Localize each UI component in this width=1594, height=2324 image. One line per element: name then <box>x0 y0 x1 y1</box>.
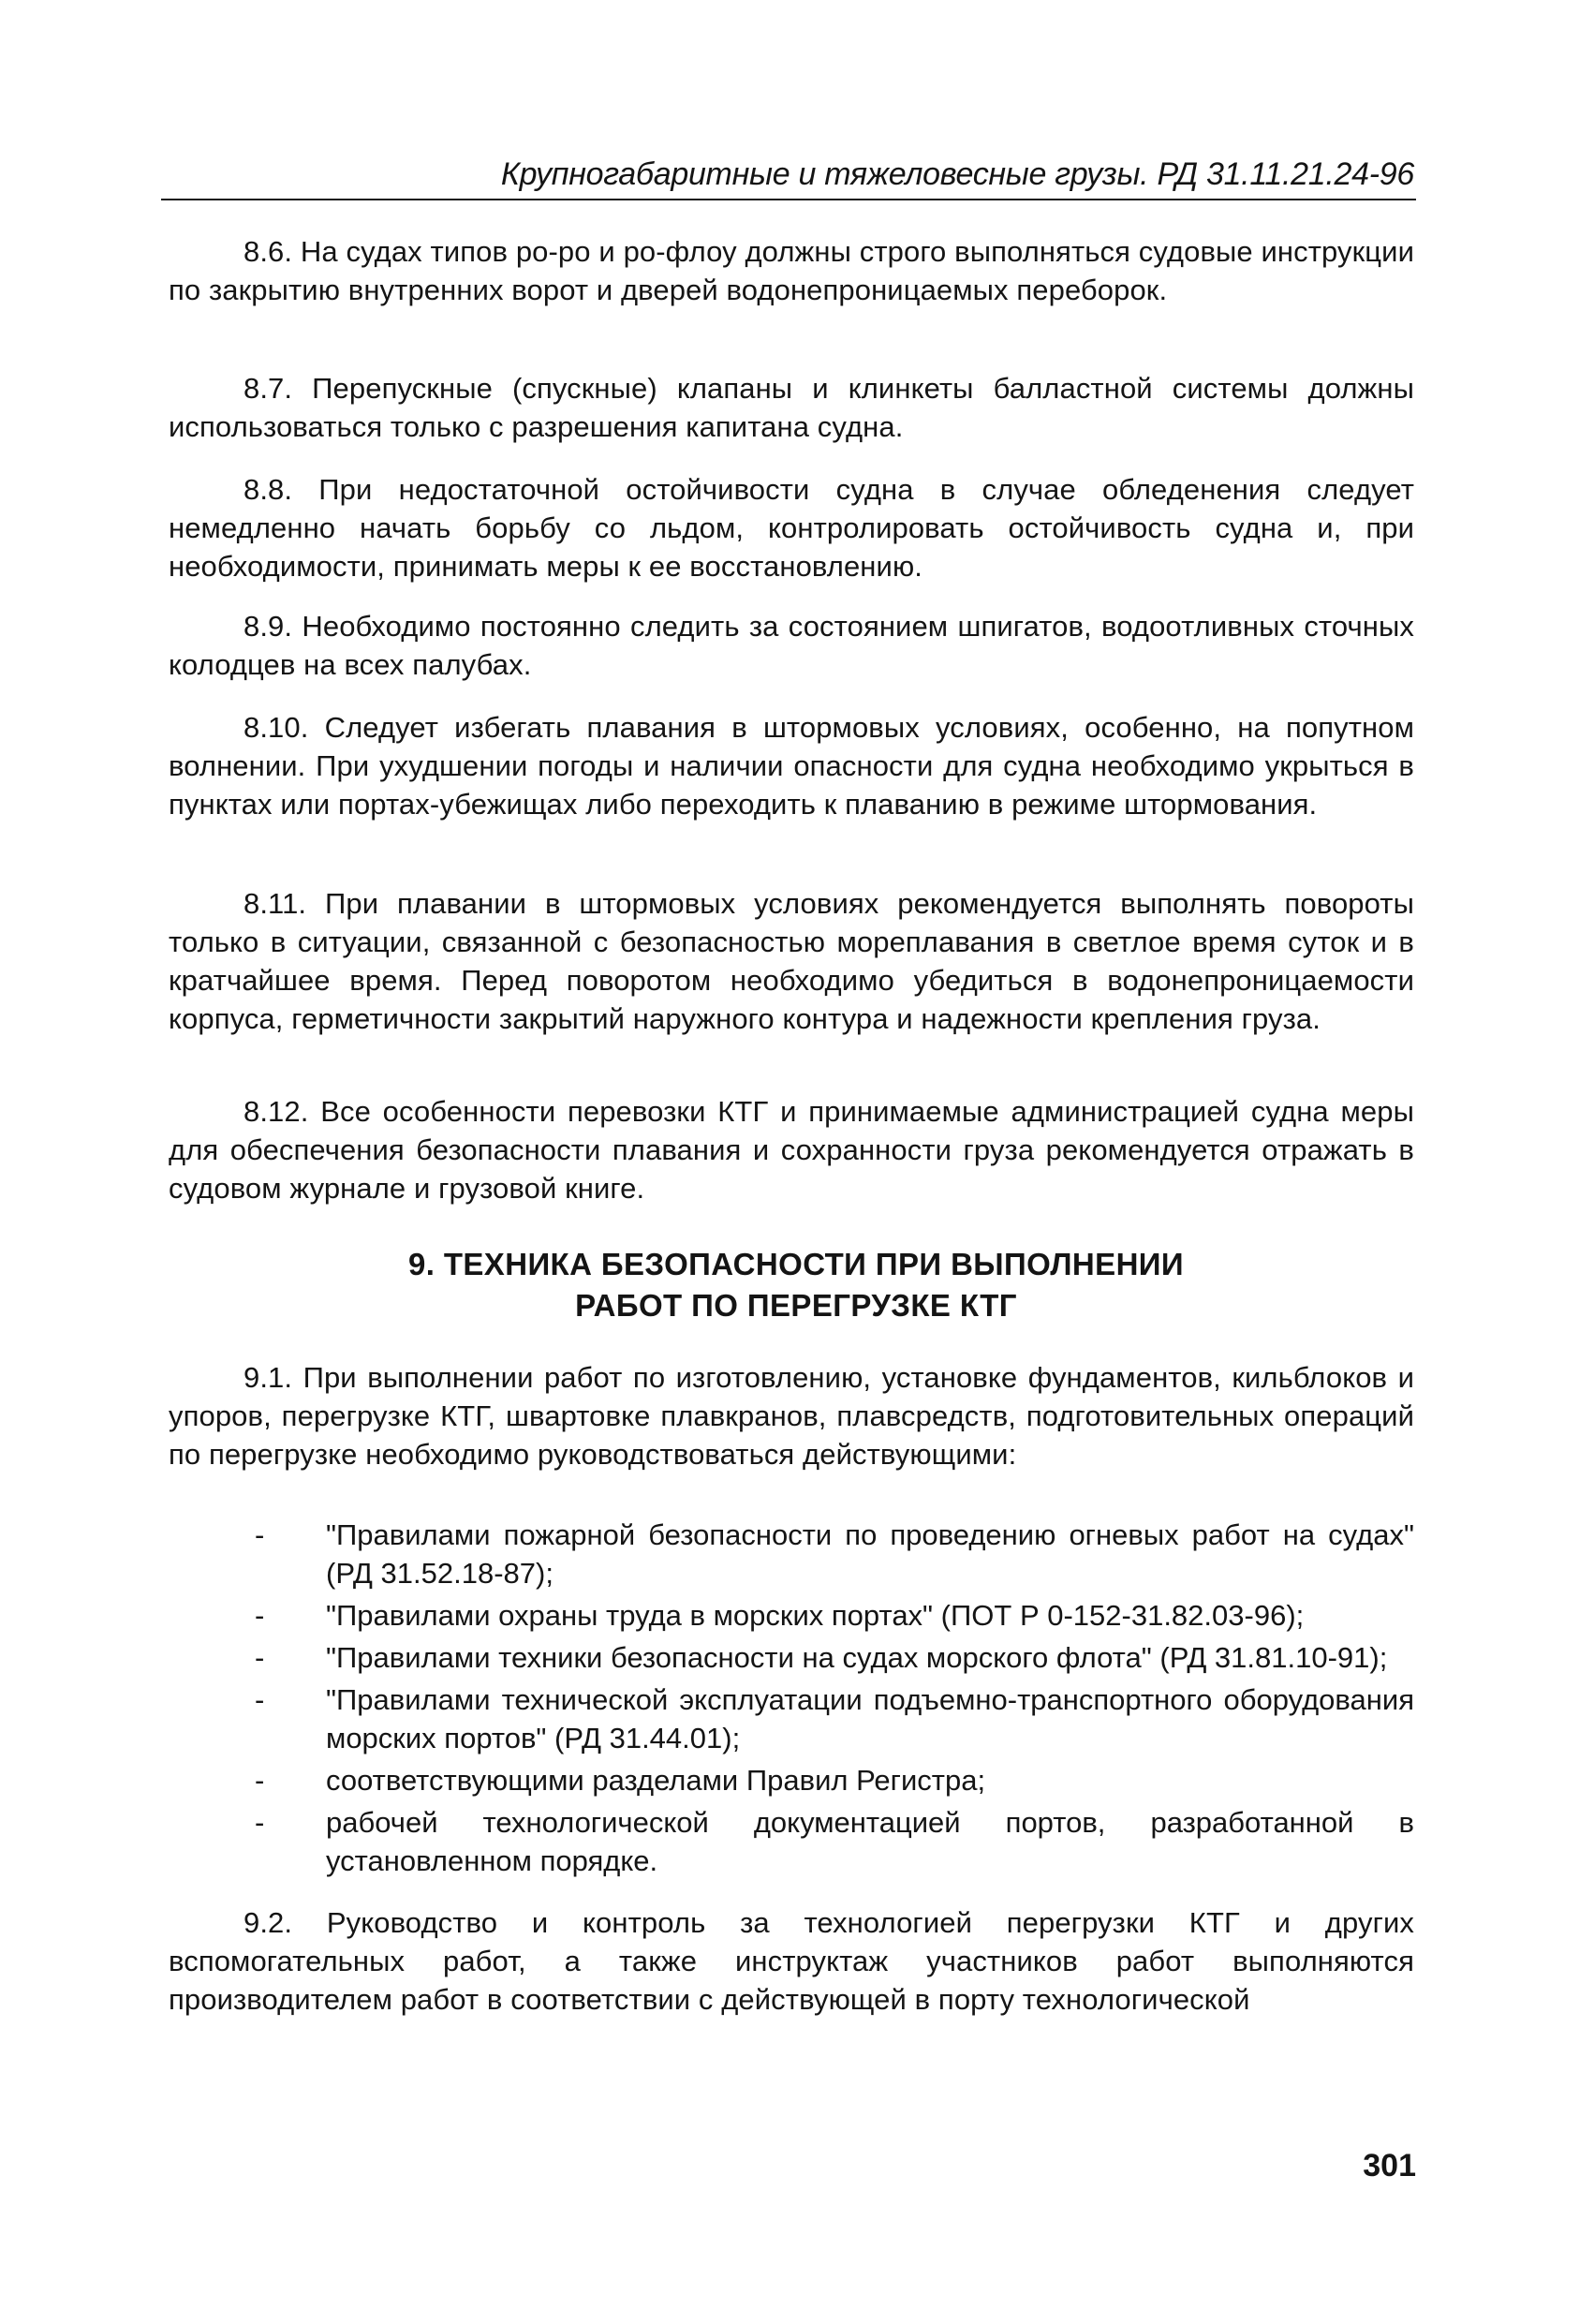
list-item <box>169 1680 1414 1757</box>
list-item-text: рабочей технологической документацией портов, разработанной в установленном порядке. <box>326 1806 1414 1877</box>
paragraph-8-9: 8.9. Необходимо постоянно следить за состоянием шпигатов, водоотливных сточных колодцев на всех палубах. <box>169 610 1414 681</box>
paragraph-9-1: 9.1. При выполнении работ по изготовлению, установке фундаментов, кильблоков и упоров, перегрузке КТГ, швартовке плавкранов, плавсредств, подготовительных операций по перегрузке необходимо руководствоваться действующими: <box>169 1361 1414 1471</box>
list-item <box>169 1596 1414 1635</box>
paragraph-9-2: 9.2. Руководство и контроль за технологией перегрузки КТГ и других вспомогательных работ, а также инструктаж участников работ выполняются производителем работ в соответствии с действующей в порту технологической <box>169 1906 1414 2016</box>
list-item <box>169 1516 1414 1592</box>
list-dash: - <box>255 1806 265 1839</box>
paragraph-8-7: 8.7. Перепускные (спускные) клапаны и клинкеты балластной системы должны использоваться только с разрешения капитана судна. <box>169 372 1414 443</box>
paragraph-8-11: 8.11. При плавании в штормовых условиях рекомендуется выполнять повороты только в ситуации, связанной с безопасностью мореплавания в светлое время суток и в кратчайшее время. Перед поворотом необходимо убедиться в водонепроницаемости корпуса, герметичности закрытий наружного контура и надежности крепления груза. <box>169 887 1414 1035</box>
paragraph-8-12: 8.12. Все особенности перевозки КТГ и принимаемые администрацией судна меры для обеспечения безопасности плавания и сохранности груза рекомендуется отражать в судовом журнале и грузовой книге. <box>169 1095 1414 1205</box>
list-dash: - <box>255 1518 265 1551</box>
list-item-text: "Правилами пожарной безопасности по проведению огневых работ на судах" (РД 31.52.18-87); <box>326 1518 1414 1590</box>
regulations-list <box>169 1516 1414 1884</box>
running-header: Крупногабаритные и тяжеловесные грузы. РД 31.11.21.24-96 <box>500 156 1414 192</box>
list-item-text: соответствующими разделами Правил Регистра; <box>326 1764 986 1797</box>
list-item <box>169 1761 1414 1799</box>
list-dash: - <box>255 1683 265 1716</box>
list-item-text: "Правилами охраны труда в морских портах" (ПОТ Р 0-152-31.82.03-96); <box>326 1599 1305 1632</box>
list-item <box>169 1803 1414 1880</box>
list-dash: - <box>255 1599 265 1632</box>
list-dash: - <box>255 1641 265 1674</box>
list-dash: - <box>255 1764 265 1797</box>
paragraph-8-8: 8.8. При недостаточной остойчивости судна в случае обледенения следует немедленно начать борьбу со льдом, контролировать остойчивость судна и, при необходимости, принимать меры к ее восстановлению. <box>169 473 1414 583</box>
header-rule <box>161 199 1416 200</box>
section-9-title-line-2: РАБОТ ПО ПЕРЕГРУЗКЕ КТГ <box>575 1288 1017 1323</box>
list-item-text: "Правилами технической эксплуатации подъемно-транспортного оборудования морских портов" (РД 31.44.01); <box>326 1683 1414 1754</box>
paragraph-8-10: 8.10. Следует избегать плавания в штормовых условиях, особенно, на попутном волнении. При ухудшении погоды и наличии опасности для судна необходимо укрыться в пунктах или портах-убежищах либо переходить к плаванию в режиме штормования. <box>169 711 1414 821</box>
page-number: 301 <box>1363 2148 1416 2183</box>
section-9-title-line-1: 9. ТЕХНИКА БЕЗОПАСНОСТИ ПРИ ВЫПОЛНЕНИИ <box>407 1247 1185 1281</box>
section-9-title <box>281 1244 1311 1326</box>
list-item-text: "Правилами техники безопасности на судах морского флота" (РД 31.81.10-91); <box>326 1641 1388 1674</box>
list-item <box>169 1638 1414 1677</box>
paragraph-8-6: 8.6. На судах типов ро-ро и ро-флоу должны строго выполняться судовые инструкции по закрытию внутренних ворот и дверей водонепроницаемых переборок. <box>169 235 1414 306</box>
